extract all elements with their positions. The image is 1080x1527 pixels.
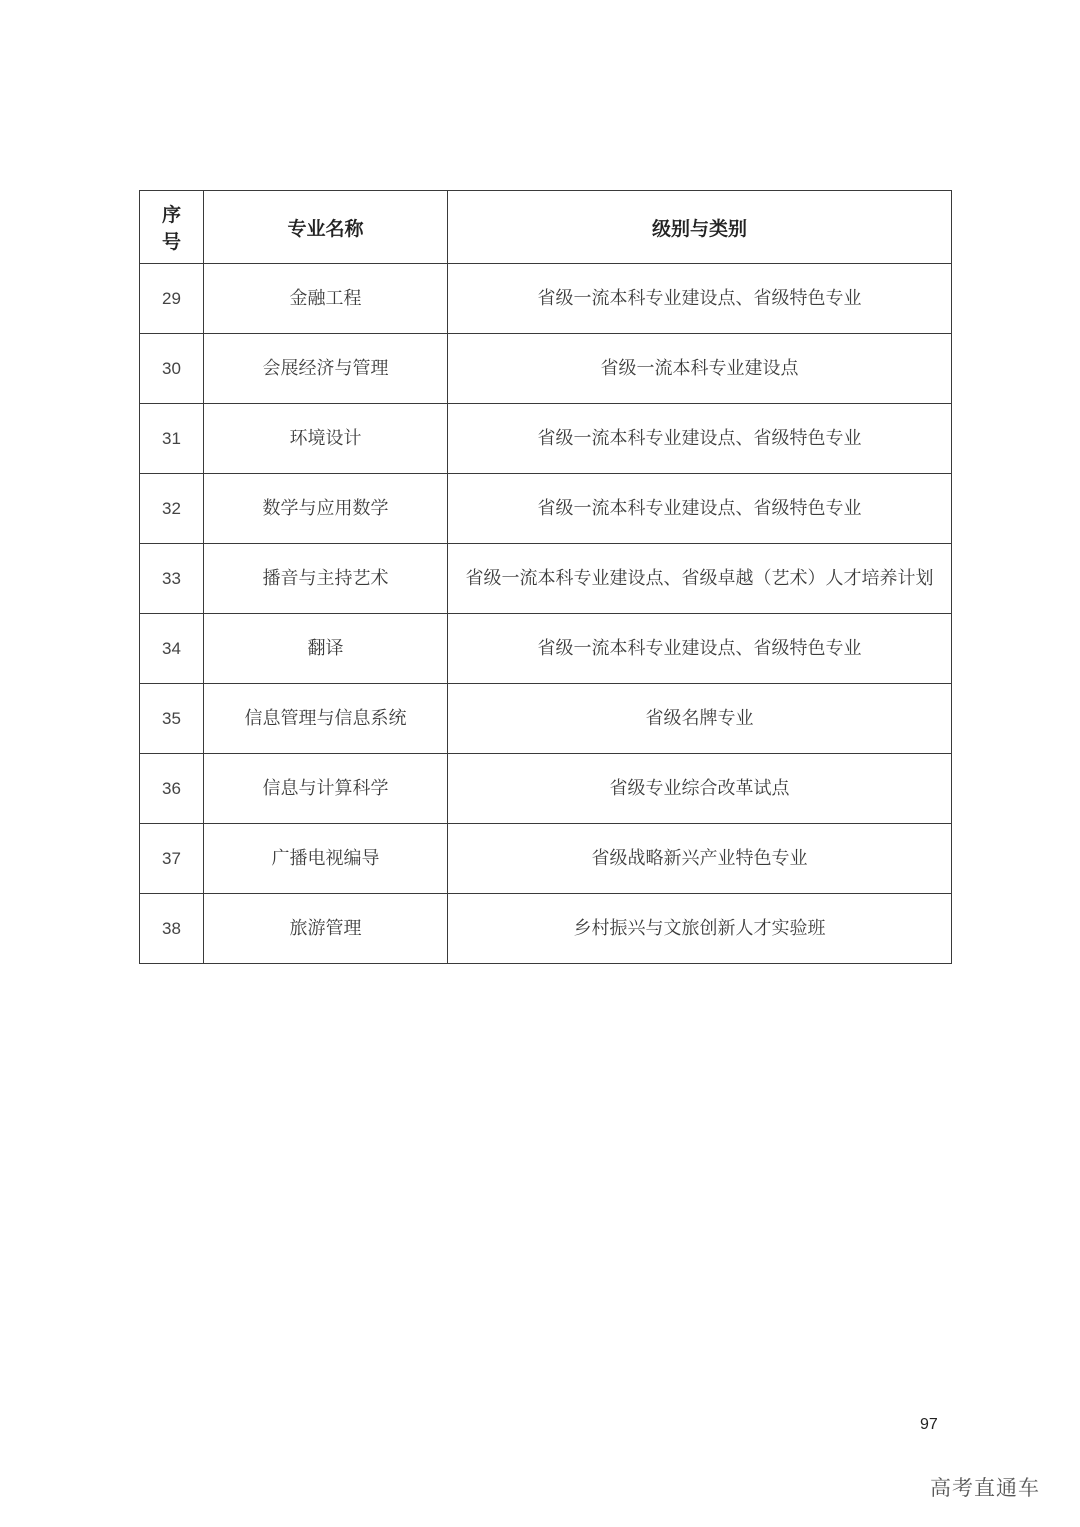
cell-name: 播音与主持艺术: [204, 544, 448, 614]
cell-name: 信息与计算科学: [204, 754, 448, 824]
cell-name: 旅游管理: [204, 894, 448, 964]
cell-level: 省级一流本科专业建设点: [448, 334, 952, 404]
page-number: 97: [920, 1416, 938, 1433]
table-row: [140, 264, 952, 334]
table-header-row: [140, 191, 952, 264]
cell-no: 33: [140, 544, 204, 614]
table-row: [140, 824, 952, 894]
table-row: [140, 614, 952, 684]
cell-no: 29: [140, 264, 204, 334]
header-level: 级别与类别: [448, 191, 952, 264]
table-row: [140, 404, 952, 474]
watermark: 高考直通车: [930, 1476, 1040, 1500]
cell-name: 环境设计: [204, 404, 448, 474]
major-table: [139, 190, 952, 964]
header-name: 专业名称: [204, 191, 448, 264]
cell-name: 信息管理与信息系统: [204, 684, 448, 754]
table-row: [140, 474, 952, 544]
table-row: [140, 754, 952, 824]
cell-level: 省级战略新兴产业特色专业: [448, 824, 952, 894]
cell-level: 省级专业综合改革试点: [448, 754, 952, 824]
table-row: [140, 544, 952, 614]
cell-name: 翻译: [204, 614, 448, 684]
cell-name: 金融工程: [204, 264, 448, 334]
table-row: [140, 334, 952, 404]
cell-name: 数学与应用数学: [204, 474, 448, 544]
cell-no: 30: [140, 334, 204, 404]
cell-no: 34: [140, 614, 204, 684]
cell-level: 省级一流本科专业建设点、省级卓越（艺术）人才培养计划: [448, 544, 952, 614]
table-row: [140, 894, 952, 964]
cell-no: 32: [140, 474, 204, 544]
table-row: [140, 684, 952, 754]
header-no: 序号: [140, 191, 204, 264]
cell-level: 省级一流本科专业建设点、省级特色专业: [448, 614, 952, 684]
cell-no: 31: [140, 404, 204, 474]
cell-no: 38: [140, 894, 204, 964]
cell-name: 广播电视编导: [204, 824, 448, 894]
cell-level: 省级一流本科专业建设点、省级特色专业: [448, 474, 952, 544]
cell-no: 35: [140, 684, 204, 754]
cell-no: 37: [140, 824, 204, 894]
cell-name: 会展经济与管理: [204, 334, 448, 404]
cell-level: 乡村振兴与文旅创新人才实验班: [448, 894, 952, 964]
cell-level: 省级一流本科专业建设点、省级特色专业: [448, 264, 952, 334]
cell-level: 省级一流本科专业建设点、省级特色专业: [448, 404, 952, 474]
cell-no: 36: [140, 754, 204, 824]
cell-level: 省级名牌专业: [448, 684, 952, 754]
